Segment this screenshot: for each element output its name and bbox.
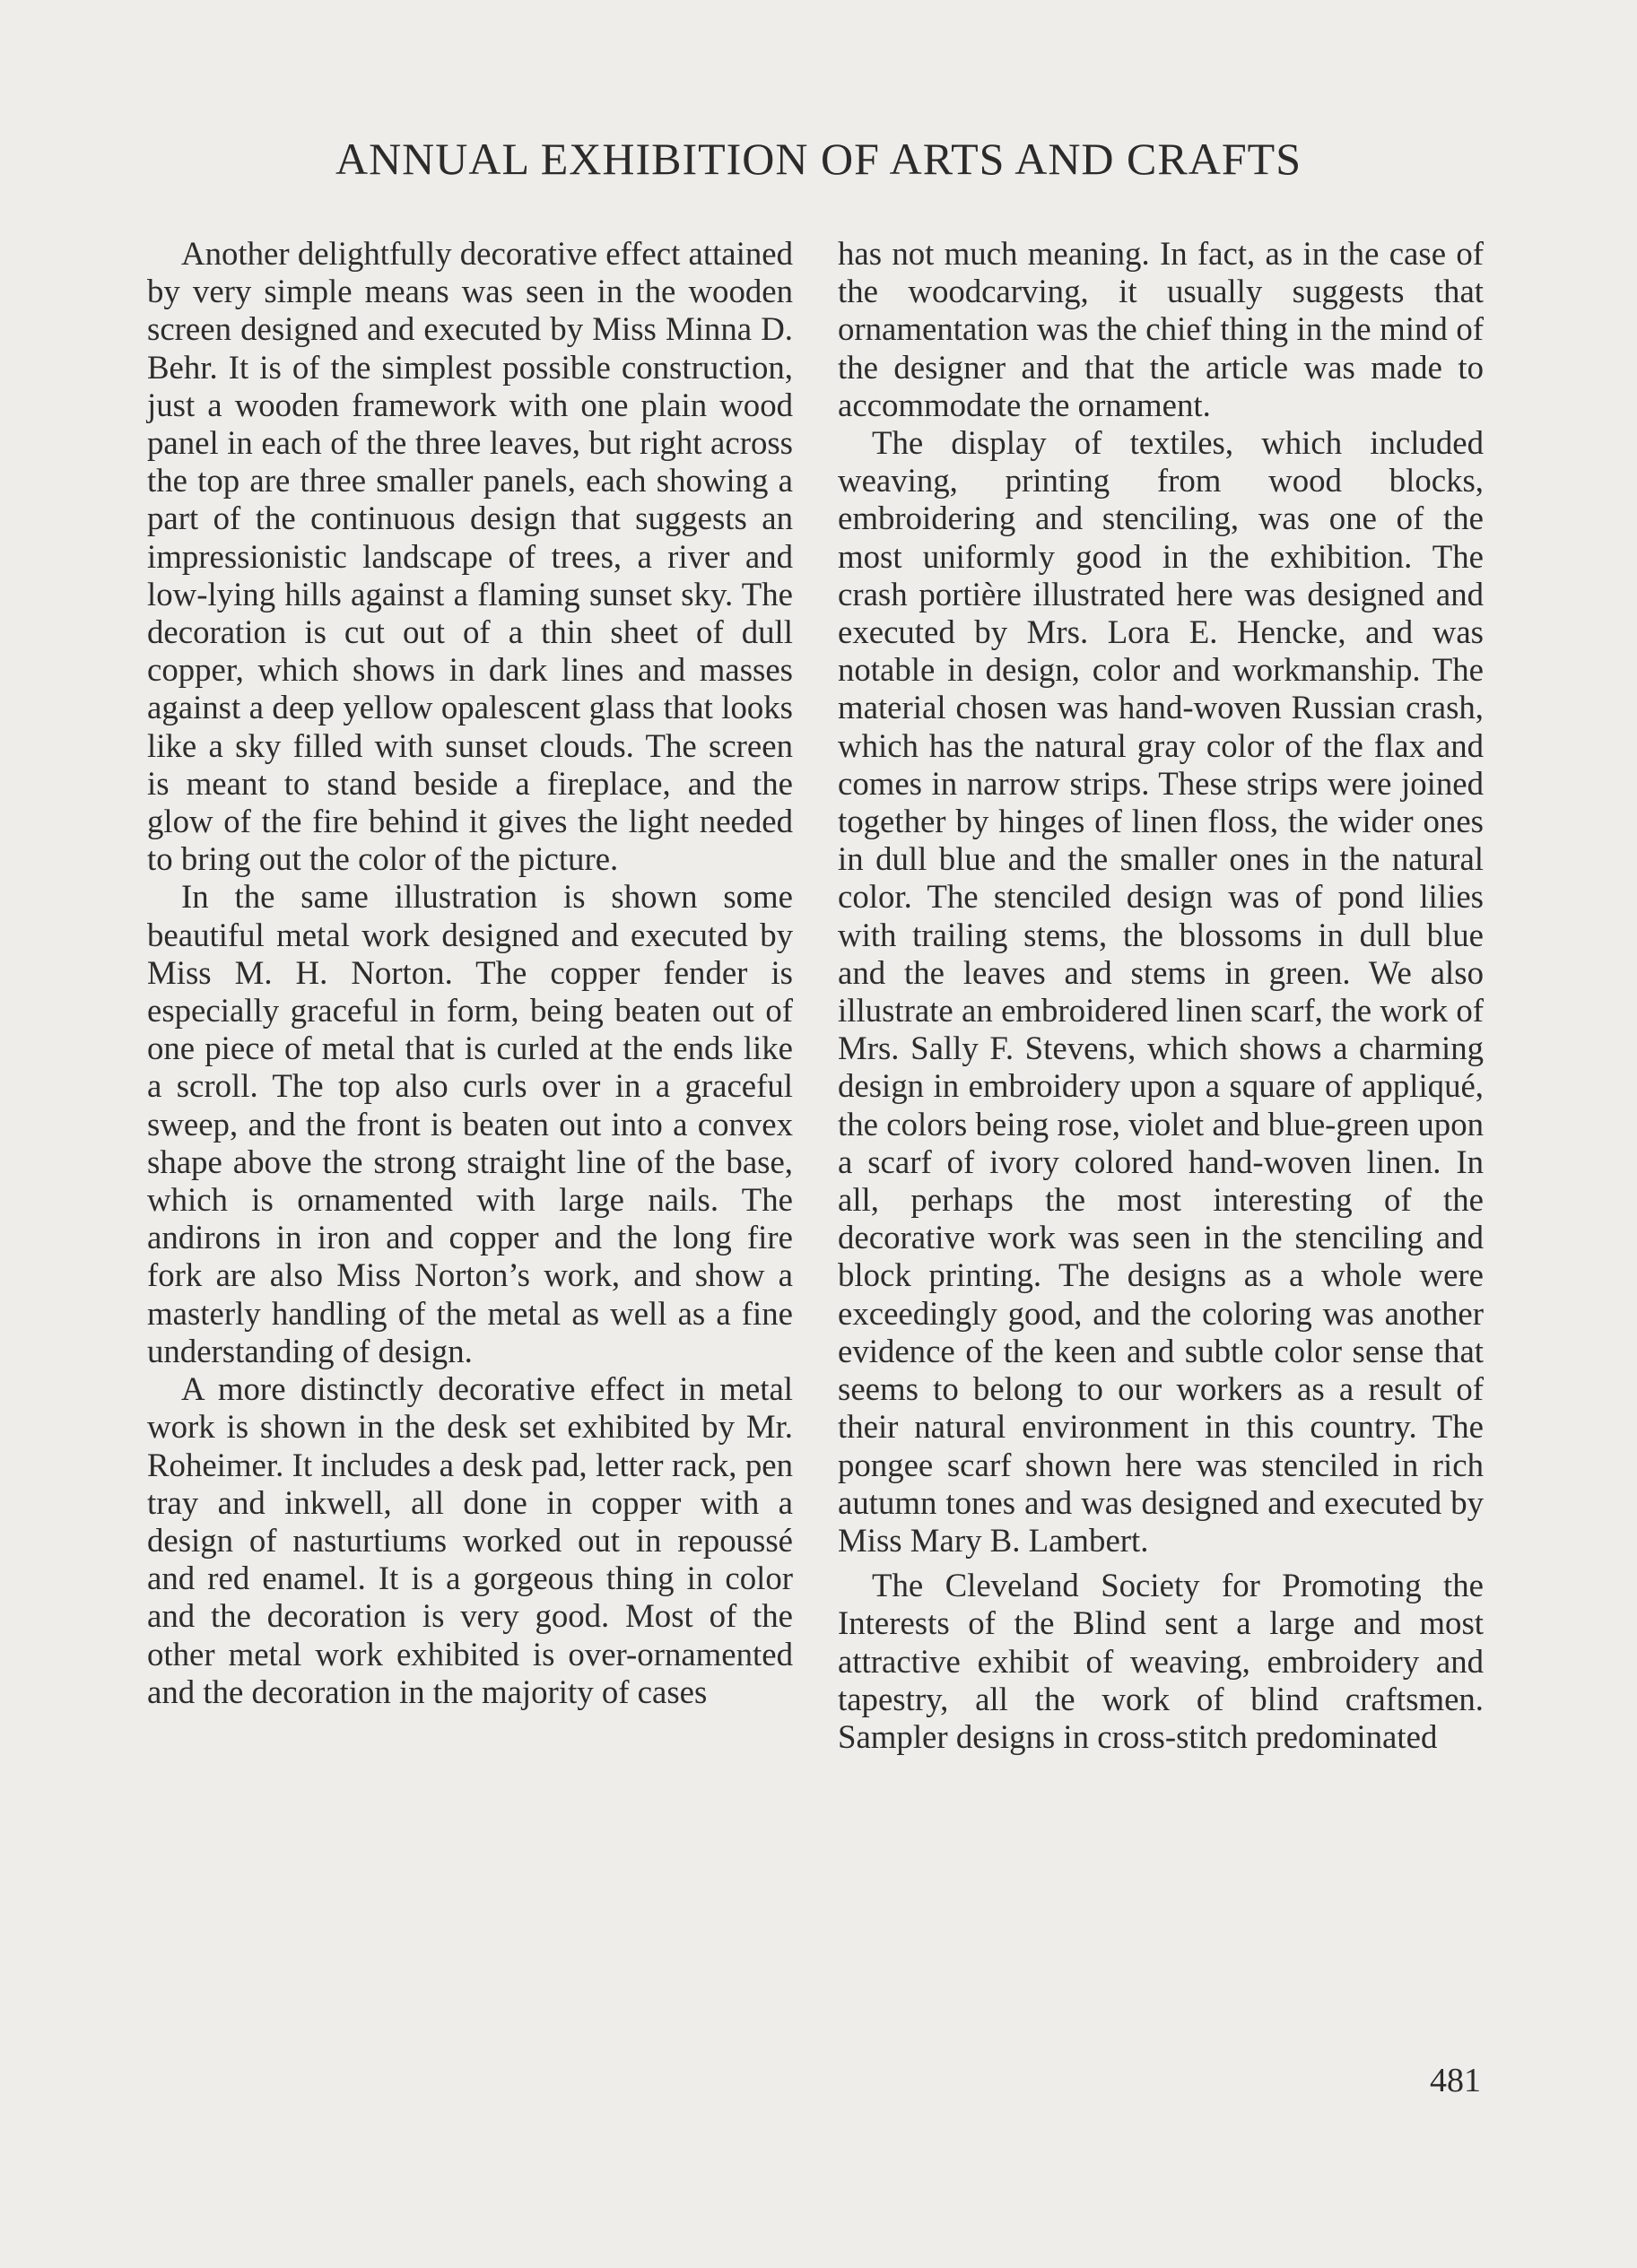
page-title: ANNUAL EXHIBITION OF ARTS AND CRAFTS [335,134,1302,184]
paragraph: Another delightfully decorative effect attained by very simple means was seen in the wooden screen designed and executed by Miss Minna D. Behr. It is of the simplest possible construction, just a wooden framework with one plain wood panel in each of the three leaves, but right across the top are three smaller panels, each showing a part of the continuous design that suggests an impressionistic landscape of trees, a river and low-lying hills against a flaming sunset sky. The decoration is cut out of a thin sheet of dull copper, which shows in dark lines and masses against a deep yellow opalescent glass that looks like a sky filled with sunset clouds. The screen is meant to stand beside a fireplace, and the glow of the fire behind it gives the light needed to bring out the color of the picture. [147,235,793,878]
paragraph: has not much meaning. In fact, as in the case of the woodcarving, it usually suggests that ornamentation was the chief thing in the mind of the designer and that the article was made to accommodate the ornament. [838,235,1484,423]
paragraph: A more distinctly decorative effect in metal work is shown in the desk set exhibited by Mr. Roheimer. It includes a desk pad, letter rack, pen tray and inkwell, all done in copper with a design of nasturtiums worked out in repoussé and red enamel. It is a gorgeous thing in color and the decoration is very good. Most of the other metal work exhibited is over-ornamented and the decoration in the majority of cases [147,1370,793,1710]
right-column [838,235,1484,1756]
page-number: 481 [1430,2062,1481,2099]
paragraph: In the same illustration is shown some beautiful metal work designed and executed by Miss M. H. Norton. The copper fender is especially graceful in form, being beaten out of one piece of metal that is curled at the ends like a scroll. The top also curls over in a graceful sweep, and the front is beaten out into a convex shape above the strong straight line of the base, which is ornamented with large nails. The andirons in iron and copper and the long fire fork are also Miss Norton’s work, and show a masterly handling of the metal as well as a fine understanding of design. [147,878,793,1369]
paragraph: The display of textiles, which included weaving, printing from wood blocks, embroidering and stenciling, was one of the most uniformly good in the exhibition. The crash portière illustrated here was designed and executed by Mrs. Lora E. Hencke, and was notable in design, color and workmanship. The material chosen was hand-woven Russian crash, which has the natural gray color of the flax and comes in narrow strips. These strips were joined together by hinges of linen floss, the wider ones in dull blue and the smaller ones in the natural color. The stenciled design was of pond lilies with trailing stems, the blossoms in dull blue and the leaves and stems in green. We also illustrate an embroidered linen scarf, the work of Mrs. Sally F. Stevens, which shows a charming design in embroidery upon a square of appliqué, the colors being rose, violet and blue-green upon a scarf of ivory colored hand-woven linen. In all, perhaps the most interesting of the decorative work was seen in the stenciling and block printing. The designs as a whole were exceedingly good, and the coloring was another evidence of the keen and subtle color sense that seems to belong to our workers as a result of their natural environment in this country. The pongee scarf shown here was stenciled in rich autumn tones and was designed and executed by Miss Mary B. Lambert. [838,424,1484,1559]
left-column [147,235,793,1711]
paragraph: The Cleveland Society for Promoting the Interests of the Blind sent a large and most attractive exhibit of weaving, embroidery and tapestry, all the work of blind craftsmen. Sampler designs in cross-stitch predominated [838,1567,1484,1755]
